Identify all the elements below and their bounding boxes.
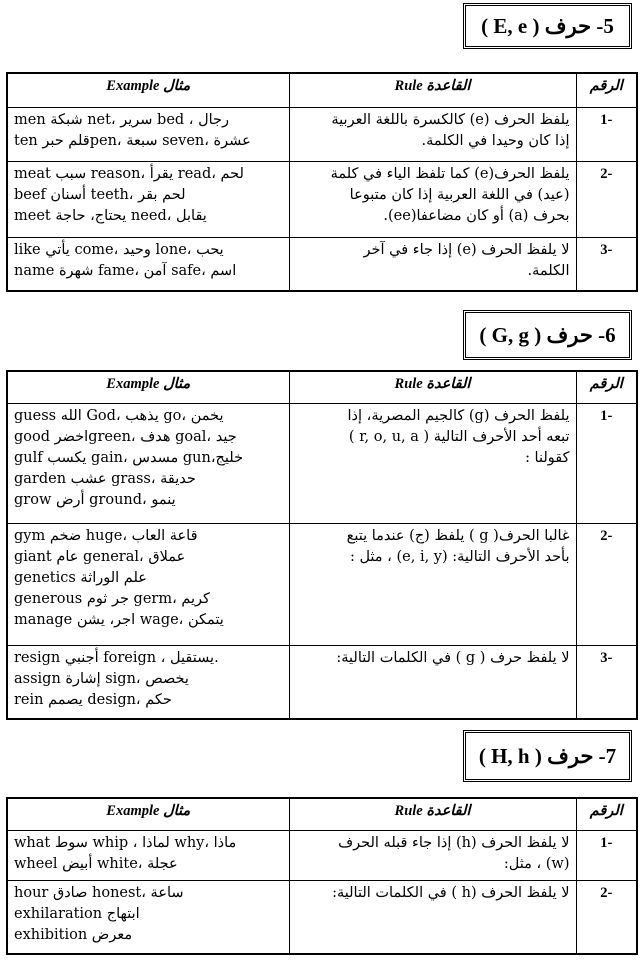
row-number: -2 [576, 523, 637, 645]
example-cell [7, 107, 289, 161]
header-number: الرقم [576, 73, 637, 107]
rule-cell [289, 107, 576, 161]
rule-cell [289, 403, 576, 523]
example-line: gulf يكسب gain، مسدس gun،خليج [14, 449, 244, 466]
example-line: manage اجر، يشن wage، يتمكن [14, 611, 224, 628]
rule-line: غالبا الحرف( g ) يلفظ (ج) عندما يتبع [346, 527, 570, 544]
example-line: like يأتي come، وحيد lone، يحب [14, 241, 224, 258]
example-line: garden عشب grass، حديقة [14, 470, 196, 487]
rule-line: يلفظ الحرف (e) كالكسرة باللغة العربية [331, 111, 570, 128]
example-line: giant عام general، عملاق [14, 548, 186, 565]
row-number: -2 [576, 161, 637, 237]
table-row [7, 107, 637, 161]
section-title-text: 7- حرف ( H, h ) [478, 743, 617, 768]
row-number: -1 [576, 107, 637, 161]
example-line: rein يصمم design، حكم [14, 691, 172, 708]
rule-cell [289, 523, 576, 645]
table-row [7, 523, 637, 645]
example-cell [7, 523, 289, 645]
example-line: meet يحتاج، حاجة need، يقابل [14, 207, 207, 224]
example-line: grow أرض ground، ينمو [14, 491, 176, 508]
example-line: name شهرة fame، آمن safe، اسم [14, 262, 237, 279]
example-line: guess الله God، يذهب go، يخمن [14, 407, 224, 424]
rule-cell [289, 830, 576, 880]
rule-cell [289, 237, 576, 291]
example-line: good اخضرgreen، هدف goal، جيد [14, 428, 237, 445]
example-line: gym ضخم huge، قاعة العاب [14, 527, 198, 544]
example-line: wheel أبيض white، عجلة [14, 855, 178, 872]
rule-cell [289, 161, 576, 237]
section-title-text: 5- حرف ( E, e ) [481, 13, 614, 38]
rule-line: الكلمة. [527, 262, 570, 279]
table-row [7, 403, 637, 523]
section-h-title [463, 730, 632, 782]
example-line: generous جر ثوم germ، كريم [14, 590, 210, 607]
header-example: Example مثال [7, 798, 289, 830]
rules-table-g [6, 370, 638, 720]
row-number: -3 [576, 645, 637, 719]
rule-cell [289, 645, 576, 719]
section-title-text: 6- حرف ( G, g ) [479, 322, 616, 347]
row-number: -1 [576, 830, 637, 880]
rule-line: لا يلفظ حرف ( g ) في الكلمات التالية: [336, 649, 570, 666]
example-line: beef أسنان teeth، لحم بقر [14, 186, 186, 203]
rules-table-e [6, 72, 638, 292]
example-line: genetics علم الوراثة [14, 569, 147, 586]
rule-line: لا يلفظ الحرف (h ) في الكلمات التالية: [332, 884, 570, 901]
section-e-title [463, 3, 632, 49]
example-line: exhilaration ابتهاج [14, 905, 140, 922]
example-cell [7, 403, 289, 523]
row-number: -2 [576, 880, 637, 954]
example-cell [7, 161, 289, 237]
row-number: -1 [576, 403, 637, 523]
table-row [7, 237, 637, 291]
example-line: men شبكة net، سرير bed ، رجال [14, 111, 230, 128]
row-number: -3 [576, 237, 637, 291]
header-number: الرقم [576, 798, 637, 830]
table-row [7, 880, 637, 954]
table-row [7, 830, 637, 880]
header-number: الرقم [576, 371, 637, 403]
rule-cell [289, 880, 576, 954]
rules-table-h [6, 797, 638, 955]
rule-line: بأحد الأحرف التالية: (e, i, y) ، مثل : [349, 548, 570, 565]
rule-line: بحرف (a) أو كان مضاعفا(ee). [383, 207, 570, 224]
example-line: hour صادق honest، ساعة [14, 884, 184, 901]
rule-line: إذا كان وحيدا في الكلمة. [421, 132, 570, 149]
rule-line: تبعه أحد الأحرف التالية ( r, o, u, a ) [348, 428, 570, 445]
example-cell [7, 880, 289, 954]
header-rule: Rule القاعدة [289, 371, 576, 403]
section-g-title [463, 310, 632, 360]
rule-line: لا يلفظ الحرف (h) إذا جاء قبله الحرف [338, 834, 570, 851]
header-example: Example مثال [7, 73, 289, 107]
example-cell [7, 645, 289, 719]
header-example: Example مثال [7, 371, 289, 403]
header-rule: Rule القاعدة [289, 798, 576, 830]
table-row [7, 645, 637, 719]
header-rule: Rule القاعدة [289, 73, 576, 107]
example-line: assign إشارة sign، يخصص [14, 670, 189, 687]
example-line: resign أجنبي foreign ، يستقيل. [14, 649, 219, 666]
rule-line: يلفظ الحرف(e) كما تلفظ الياء في كلمة [330, 165, 570, 182]
rule-line: (w) ، مثل: [503, 855, 570, 872]
rule-line: يلفظ الحرف (g) كالجيم المصرية، إذا [347, 407, 570, 424]
example-line: ten قلم حبرpen، سبعة seven، عشرة [14, 132, 251, 149]
example-line: meat سبب reason، يقرأ read، لحم [14, 165, 244, 182]
rule-line: كقولنا : [525, 449, 570, 466]
rule-line: (عيد) في اللغة العربية إذا كان متبوعا [349, 186, 570, 203]
example-cell [7, 237, 289, 291]
table-row [7, 161, 637, 237]
example-line: exhibition معرض [14, 926, 133, 943]
rule-line: لا يلفظ الحرف (e) إذا جاء في آخر [363, 241, 570, 258]
example-cell [7, 830, 289, 880]
example-line: what سوط whip ، لماذا why، ماذا [14, 834, 237, 851]
